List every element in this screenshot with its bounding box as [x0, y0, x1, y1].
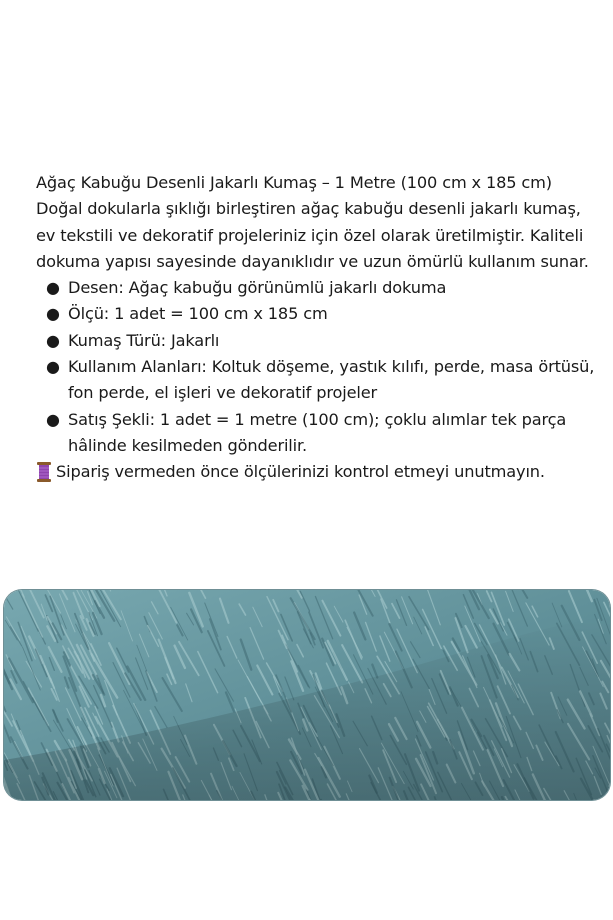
feature-item	[46, 301, 596, 327]
fabric-swatch-image	[4, 590, 610, 800]
thread-spool-icon	[36, 462, 52, 482]
feature-item	[46, 275, 596, 301]
bullet-icon: ●	[46, 278, 60, 298]
product-intro: Doğal dokularla şıklığı birleştiren ağaç kabuğu desenli jakarlı kumaş, ev tekstili ve dekoratif projeleriniz için özel olarak üretilmiştir. Kaliteli dokuma yapısı sayesinde dayanıklıdır ve uzun ömürlü kullanım sunar.	[36, 199, 589, 271]
fabric-texture-stroke	[609, 786, 610, 800]
feature-list	[36, 275, 596, 459]
feature-text: Kumaş Türü: Jakarlı	[68, 330, 220, 350]
bullet-icon: ●	[46, 330, 60, 350]
order-note	[36, 459, 596, 485]
product-title: Ağaç Kabuğu Desenli Jakarlı Kumaş – 1 Metre (100 cm x 185 cm)	[36, 173, 552, 192]
product-description	[36, 170, 596, 486]
feature-item	[46, 328, 596, 354]
feature-text: Desen: Ağaç kabuğu görünümlü jakarlı dokuma	[68, 278, 447, 298]
feature-item	[46, 407, 596, 460]
feature-text: Ölçü: 1 adet = 100 cm x 185 cm	[68, 304, 328, 324]
fabric-texture	[4, 590, 610, 800]
feature-text: Kullanım Alanları: Koltuk döşeme, yastık kılıfı, perde, masa örtüsü, fon perde, el işleri ve dekoratif projeler	[68, 357, 595, 403]
bullet-icon: ●	[46, 357, 60, 377]
bullet-icon: ●	[46, 304, 60, 324]
feature-item	[46, 354, 596, 407]
order-note-text: Sipariş vermeden önce ölçülerinizi kontrol etmeyi unutmayın.	[56, 462, 545, 482]
bullet-icon: ●	[46, 409, 60, 429]
fabric-texture-stroke	[4, 795, 9, 800]
feature-text: Satış Şekli: 1 adet = 1 metre (100 cm); çoklu alımlar tek parça hâlinde kesilmeden gönderilir.	[68, 409, 567, 455]
